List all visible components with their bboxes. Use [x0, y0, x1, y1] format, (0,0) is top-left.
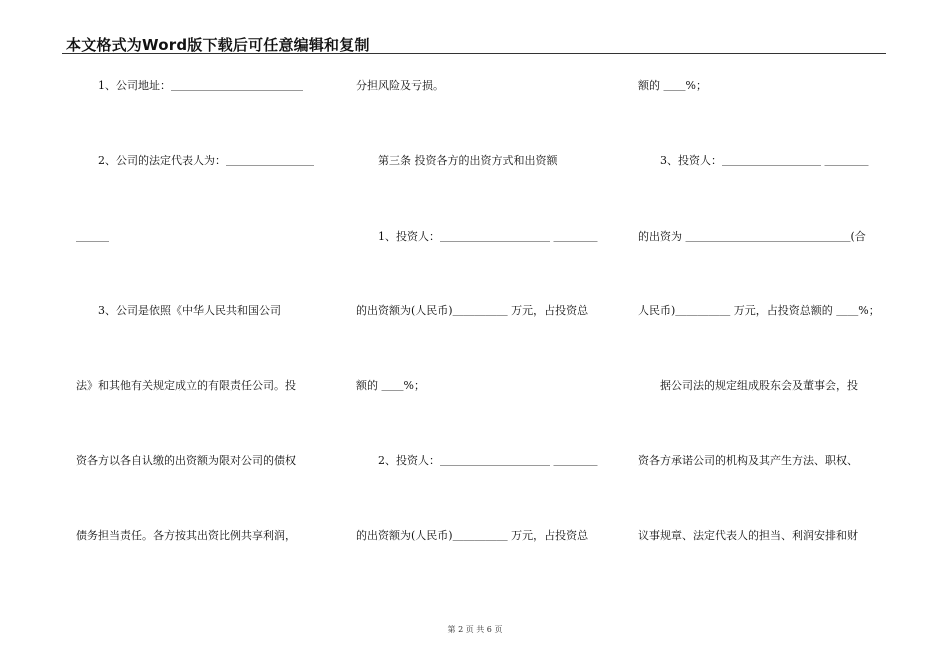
text-line: 据公司法的规定组成股东会及董事会，投: [638, 379, 858, 392]
text-line: 额的 ＿＿%；: [638, 79, 707, 92]
text-line: 3、投资人：＿＿＿＿＿＿＿＿＿ ＿＿＿＿: [638, 154, 869, 167]
text-line: 1、投资人：＿＿＿＿＿＿＿＿＿＿ ＿＿＿＿: [356, 230, 598, 243]
text-line: 1、公司地址：＿＿＿＿＿＿＿＿＿＿＿＿: [76, 79, 303, 92]
text-line: 额的 ＿＿%；: [356, 379, 425, 392]
text-line: 法》和其他有关规定成立的有限责任公司。投: [76, 379, 296, 392]
text-line: 2、公司的法定代表人为：＿＿＿＿＿＿＿＿: [76, 154, 314, 167]
text-line: 2、投资人：＿＿＿＿＿＿＿＿＿＿ ＿＿＿＿: [356, 454, 598, 467]
text-line: 债务担当责任。各方按其出资比例共享利润，: [76, 529, 296, 542]
text-line: 分担风险及亏损。: [356, 79, 444, 92]
text-line: 的出资额为(人民币)＿＿＿＿＿ 万元，占投资总: [356, 529, 589, 542]
header-rule: [62, 53, 886, 54]
text-line: 议事规章、法定代表人的担当、利润安排和财: [638, 529, 858, 542]
page-number-footer: 第 2 页 共 6 页: [447, 625, 503, 634]
text-line: 人民币)＿＿＿＿＿ 万元，占投资总额的 ＿＿%；: [638, 304, 880, 317]
text-line: 第三条 投资各方的出资方式和出资额: [356, 154, 558, 167]
text-line: ＿＿＿: [76, 230, 109, 243]
document-header-title: 本文格式为Word版下载后可任意编辑和复制: [66, 36, 370, 54]
text-line: 的出资为 ＿＿＿＿＿＿＿＿＿＿＿＿＿＿＿(合: [638, 230, 866, 243]
text-line: 的出资额为(人民币)＿＿＿＿＿ 万元，占投资总: [356, 304, 589, 317]
text-line: 资各方以各自认缴的出资额为限对公司的债权: [76, 454, 296, 467]
text-line: 3、公司是依照《中华人民共和国公司: [76, 304, 281, 317]
text-line: 资各方承诺公司的机构及其产生方法、职权、: [638, 454, 858, 467]
